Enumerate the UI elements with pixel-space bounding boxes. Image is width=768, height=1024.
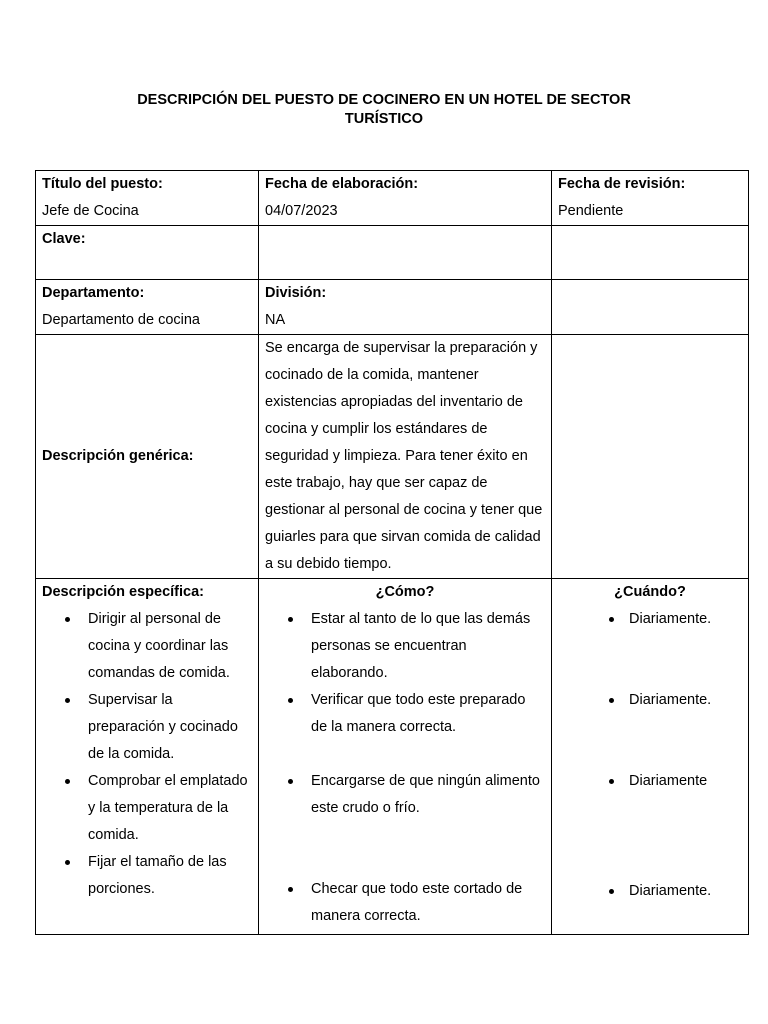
list-item: Checar que todo este cortado de manera correcta. bbox=[265, 876, 545, 930]
document-title bbox=[0, 91, 768, 129]
generic-description-text: Se encarga de supervisar la preparación y cocinado de la comida, mantener existencias apropiadas del inventario de cocina y cumplir los estándares de seguridad y limpieza. Para tener éxito en este trabajo, hay que ser capaz de gestionar al personal de cocina y tener que guiarles para que sirvan comida de calidad a su debido tiempo. bbox=[265, 340, 543, 572]
list-item: Dirigir al personal de cocina y coordinar las comandas de comida. bbox=[42, 606, 252, 687]
list-item: Encargarse de que ningún alimento este crudo o frío. bbox=[265, 768, 545, 876]
header-how: ¿Cómo? bbox=[375, 584, 435, 600]
cell-how bbox=[259, 579, 552, 935]
header-specific-description: Descripción específica: bbox=[42, 584, 204, 600]
list-item: Supervisar la preparación y cocinado de la comida. bbox=[42, 687, 252, 768]
list-item: Fijar el tamaño de las porciones. bbox=[42, 849, 252, 903]
tasks-list bbox=[42, 606, 252, 903]
list-item: Diariamente bbox=[558, 768, 742, 878]
value-created-date: 04/07/2023 bbox=[265, 203, 338, 219]
label-division: División: bbox=[265, 285, 327, 301]
title-line-2: TURÍSTICO bbox=[344, 111, 424, 127]
cell-when bbox=[552, 579, 749, 935]
row-key bbox=[36, 226, 749, 280]
cell-generic-label bbox=[36, 335, 259, 579]
value-job-title: Jefe de Cocina bbox=[42, 203, 139, 219]
list-item: Comprobar el emplatado y la temperatura de la comida. bbox=[42, 768, 252, 849]
list-item: Diariamente. bbox=[558, 878, 742, 905]
value-division: NA bbox=[265, 312, 286, 328]
title-line-1: DESCRIPCIÓN DEL PUESTO DE COCINERO EN UN HOTEL DE SECTOR bbox=[137, 92, 631, 108]
label-job-title: Título del puesto: bbox=[42, 176, 163, 192]
cell-division bbox=[259, 280, 552, 335]
label-generic-description: Descripción genérica: bbox=[42, 448, 194, 464]
list-item: Diariamente. bbox=[558, 687, 742, 768]
cell-generic-empty bbox=[552, 335, 749, 579]
row-title bbox=[36, 171, 749, 226]
row-specific-description bbox=[36, 579, 749, 935]
cell-key-empty-1 bbox=[259, 226, 552, 280]
label-department: Departamento: bbox=[42, 285, 145, 301]
label-key: Clave: bbox=[42, 231, 86, 247]
cell-department-empty bbox=[552, 280, 749, 335]
cell-department bbox=[36, 280, 259, 335]
cell-specific-tasks bbox=[36, 579, 259, 935]
label-review-date: Fecha de revisión: bbox=[558, 176, 686, 192]
job-description-table bbox=[35, 170, 749, 935]
header-when: ¿Cuándo? bbox=[614, 584, 686, 600]
value-department: Departamento de cocina bbox=[42, 312, 200, 328]
cell-job-title bbox=[36, 171, 259, 226]
list-item: Diariamente. bbox=[558, 606, 742, 687]
value-review-date: Pendiente bbox=[558, 203, 624, 219]
list-item: Verificar que todo este preparado de la manera correcta. bbox=[265, 687, 545, 768]
row-generic-description bbox=[36, 335, 749, 579]
how-list bbox=[265, 606, 545, 930]
cell-created-date bbox=[259, 171, 552, 226]
cell-generic-text bbox=[259, 335, 552, 579]
when-list bbox=[558, 606, 742, 905]
row-department bbox=[36, 280, 749, 335]
list-item: Estar al tanto de lo que las demás personas se encuentran elaborando. bbox=[265, 606, 545, 687]
cell-review-date bbox=[552, 171, 749, 226]
label-created-date: Fecha de elaboración: bbox=[265, 176, 419, 192]
cell-key-empty-2 bbox=[552, 226, 749, 280]
cell-key bbox=[36, 226, 259, 280]
